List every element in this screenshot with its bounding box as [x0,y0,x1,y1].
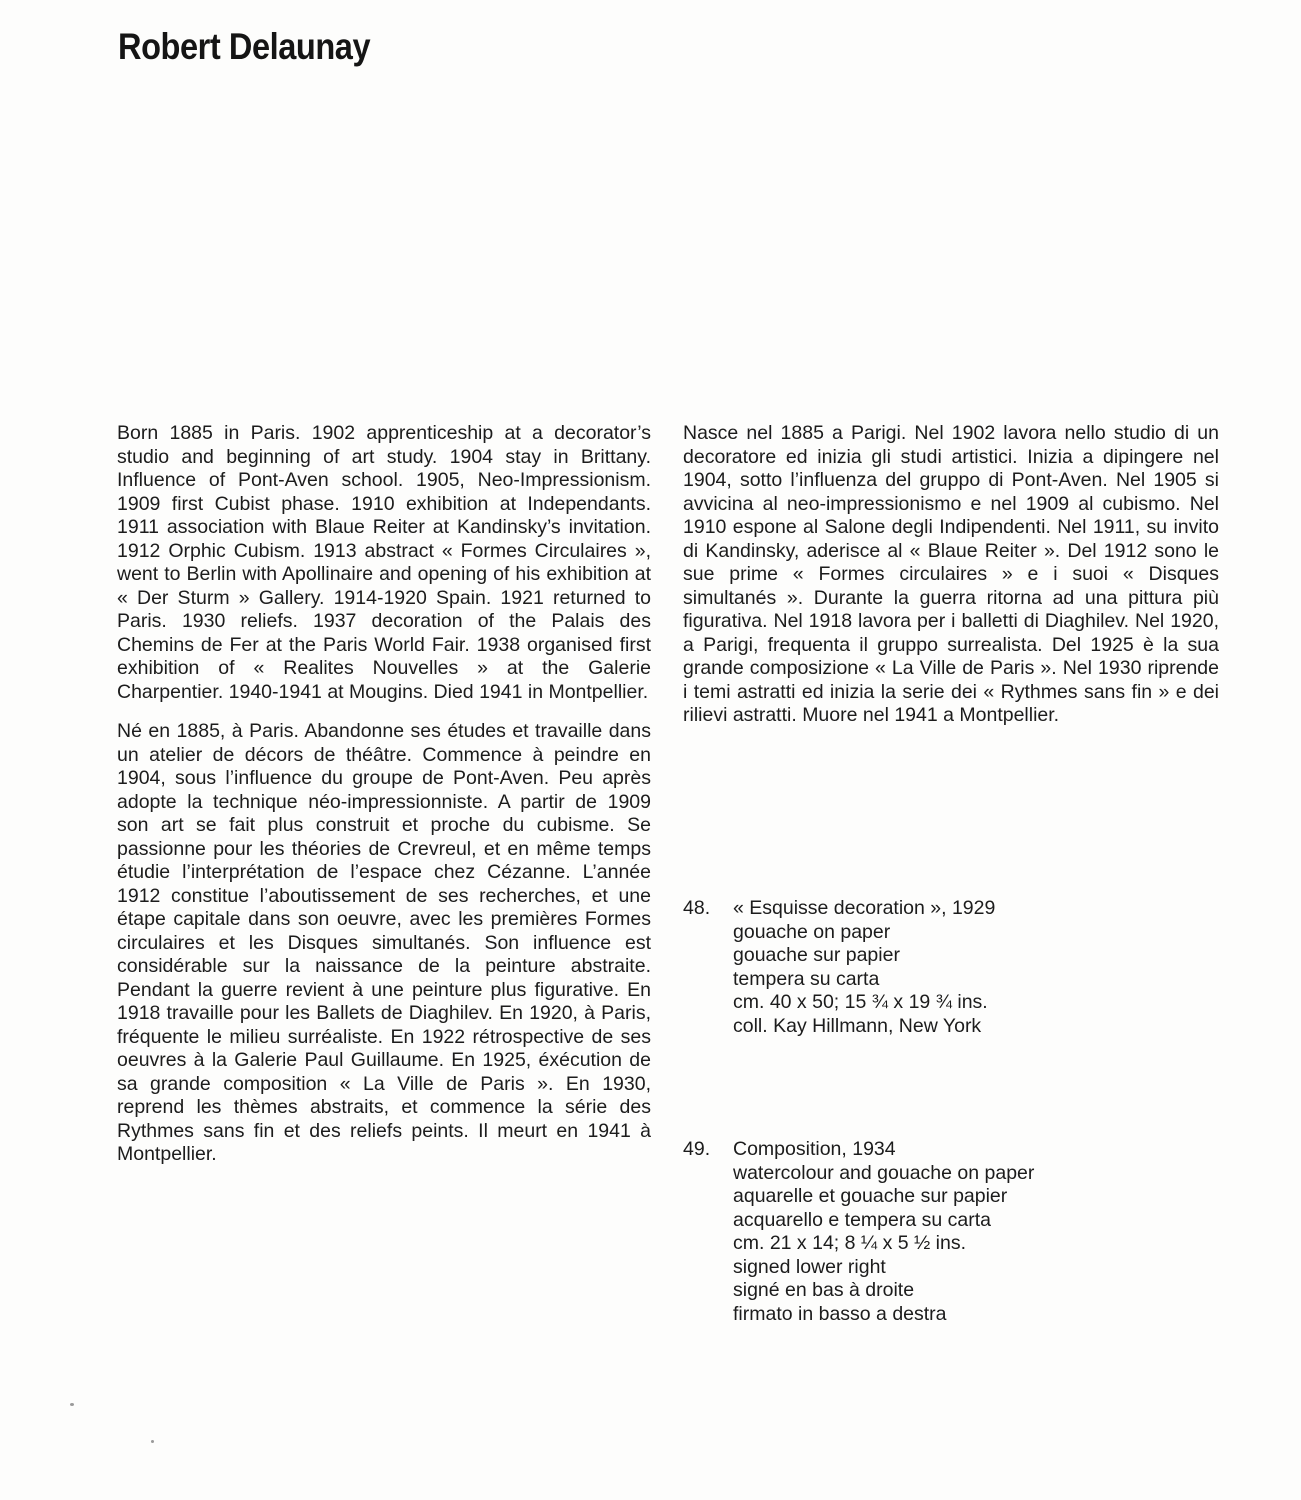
artwork-medium-french: aquarelle et gouache sur papier [733,1185,1008,1207]
biography-english: Born 1885 in Paris. 1902 apprenticeship at a decorator’s studio and beginning of art study. 1904 stay in Brittany. Influence of Pont-Aven school. 1905, Neo-Impressionism. 1909 first Cubist phase. 1910 exhibition at Independants. 1911 association with Blaue Reiter at Kandinsky’s invitation. 1912 Orphic Cubism. 1913 abstract « Formes Circulaires », went to Berlin with Apollinaire and opening of his exhibition at « Der Sturm » Gallery. 1914-1920 Spain. 1921 returned to Paris. 1930 reliefs. 1937 decoration of the Palais des Chemins de Fer at the Paris World Fair. 1938 organised first exhibition of « Realites Nouvelles » at the Galerie Charpentier. 1940-1941 at Mougins. Died 1941 in Montpellier. [117,422,651,703]
artwork-medium-english: watercolour and gouache on paper [733,1161,1035,1184]
biography-french: Né en 1885, à Paris. Abandonne ses études et travaille dans un atelier de décors de théâtre. Commence à peindre en 1904, sous l’influence du groupe de Pont-Aven. Peu après adopte la technique néo-impressionniste. A partir de 1909 son art se fait plus construit et proche du cubisme. Se passionne pour les théories de Crevreul, et en même temps étudie l’interprétation de l’espace chez Cézanne. L’année 1912 constitue l’aboutissement de ses recherches, et une étape capitale dans son oeuvre, avec les premières Formes circulaires et les Disques simultanés. Son influence est considérable sur la naissance de la peinture abstraite. Pendant la guerre revient à une peinture plus figurative. En 1918 travaille pour les Ballets de Diaghilev. En 1920, à Paris, fréquente le milieu surréaliste. En 1922 rétrospective de ses oeuvres à la Galerie Paul Guillaume. En 1925, éxécution de sa grande composition « La Ville de Paris ». En 1930, reprend les thèmes abstraits, et commence la série des Rythmes sans fin et des reliefs peints. Il meurt en 1941 à Montpellier. [117,720,651,1165]
artwork-collection: coll. Kay Hillmann, New York [733,1014,982,1037]
artwork-medium-italian: acquarello e tempera su carta [733,1208,991,1231]
biography-left-column [117,422,651,1167]
artwork-medium-french: gouache sur papier [733,944,900,966]
paper-speck [70,1403,74,1406]
catalogue-entry-number: 49. [683,1138,711,1160]
biography-right-column [683,422,1219,728]
artwork-signature-italian: firmato in basso a destra [733,1302,947,1325]
artwork-dimensions: cm. 21 x 14; 8 ¼ x 5 ½ ins. [733,1232,967,1254]
artwork-signature-french: signé en bas à droite [733,1279,915,1301]
paper-speck [151,1440,154,1443]
artwork-dimensions: cm. 40 x 50; 15 ¾ x 19 ¾ ins. [733,991,988,1013]
page-title: Robert Delaunay [118,26,371,67]
artwork-medium-italian: tempera su carta [733,967,880,990]
catalogue-entry-details [733,897,1203,1038]
artwork-title: Composition, 1934 [733,1138,896,1160]
artwork-signature-english: signed lower right [733,1255,886,1278]
catalogue-entry-number: 48. [683,897,711,919]
artwork-title: « Esquisse decoration », 1929 [733,897,996,919]
catalogue-entry-details [733,1138,1203,1326]
artwork-medium-english: gouache on paper [733,920,891,943]
biography-italian: Nasce nel 1885 a Parigi. Nel 1902 lavora nello studio di un decoratore ed inizia gli studi artistici. Inizia a dipingere nel 1904, sotto l’influenza del gruppo di Pont-Aven. Nel 1905 si avvicina al neo-impressionismo e nel 1909 al cubismo. Nel 1910 espone al Salone degli Indipendenti. Nel 1911, su invito di Kandinsky, aderisce al « Blaue Reiter ». Del 1912 sono le sue prime « Formes circulaires » e i suoi « Disques simultanés ». Durante la guerra ritorna ad una pittura più figurativa. Nel 1918 lavora per i balletti di Diaghilev. Nel 1920, a Parigi, frequenta il gruppo surrealista. Del 1925 è la sua grande composizione « La Ville de Paris ». Nel 1930 riprende i temi astratti ed inizia la serie dei « Rythmes sans fin » e dei rilievi astratti. Muore nel 1941 a Montpellier. [683,422,1219,726]
